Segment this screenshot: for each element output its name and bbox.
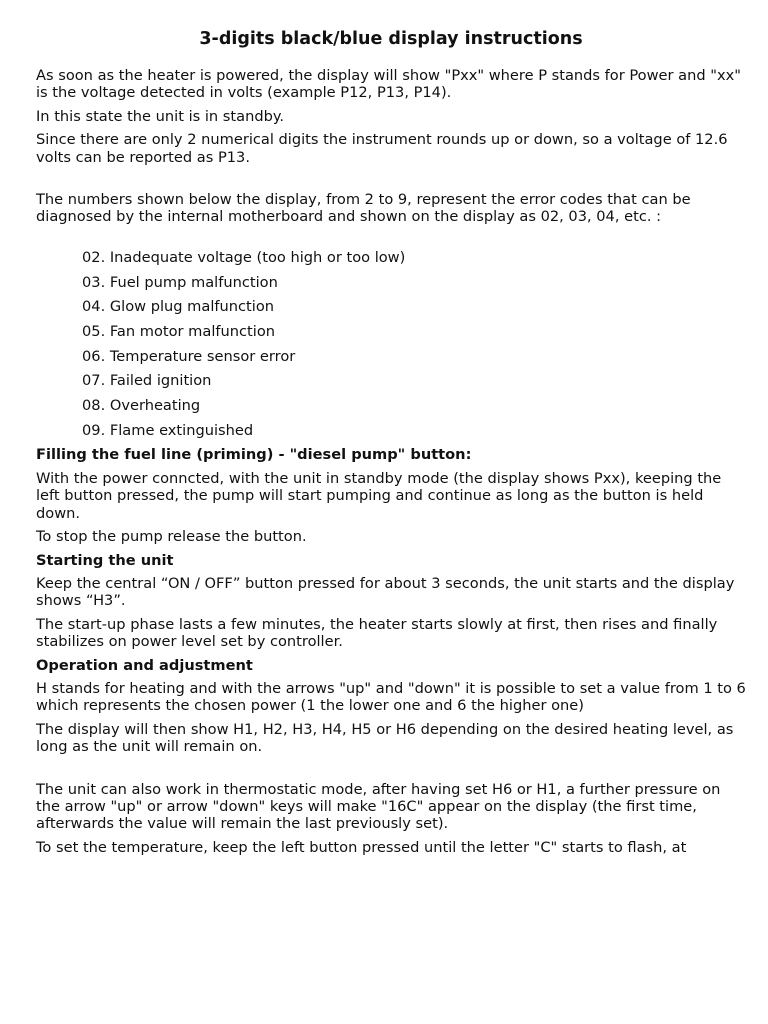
- starting-heading: Starting the unit: [36, 551, 174, 569]
- priming-paragraph-1: With the power conncted, with the unit in standby mode (the display shows Pxx), keeping the left button pressed, the pump will start pumping and continue as long as the button is held down.: [36, 469, 722, 522]
- error-codes-intro: The numbers shown below the display, from 2 to 9, represent the error codes that can be diagnosed by the internal motherboard and shown on the display as 02, 03, 04, etc. :: [36, 191, 691, 226]
- operation-paragraph-2: The display will then show H1, H2, H3, H4, H5 or H6 depending on the desired heating level, as long as the unit will remain on.: [36, 720, 734, 756]
- error-code-item: 07. Failed ignition: [82, 372, 212, 390]
- thermostatic-paragraph-1: The unit can also work in thermostatic mode, after having set H6 or H1, a further pressure on the arrow "up" or arrow "down" keys will make "16C" appear on the display (the first time, afterwards the value will remain the last previously set).: [36, 780, 721, 833]
- starting-paragraph-1: Keep the central “ON / OFF” button pressed for about 3 seconds, the unit starts and the display shows “H3”.: [36, 574, 735, 610]
- operation-paragraph-1: H stands for heating and with the arrows "up" and "down" it is possible to set a value from 1 to 6 which represents the chosen power (1 the lower one and 6 the higher one): [36, 679, 746, 715]
- error-code-item: 03. Fuel pump malfunction: [82, 273, 278, 291]
- intro-paragraph-2: In this state the unit is in standby.: [36, 107, 285, 125]
- intro-paragraph-1: As soon as the heater is powered, the display will show "Pxx" where P stands for Power and "xx" is the voltage detected in volts (example P12, P13, P14).: [36, 67, 741, 102]
- error-code-item: 02. Inadequate voltage (too high or too low): [82, 248, 406, 266]
- error-code-list: [82, 249, 746, 439]
- error-code-item: 05. Fan motor malfunction: [82, 322, 275, 340]
- error-code-item: 04. Glow plug malfunction: [82, 298, 275, 316]
- starting-paragraph-2: The start-up phase lasts a few minutes, the heater starts slowly at first, then rises and finally stabilizes on power level set by controller.: [36, 615, 718, 651]
- error-code-item: 06. Temperature sensor error: [82, 347, 296, 365]
- intro-paragraph-3: Since there are only 2 numerical digits the instrument rounds up or down, so a voltage of 12.6 volts can be reported as P13.: [36, 131, 728, 166]
- error-code-item: 09. Flame extinguished: [82, 421, 254, 439]
- priming-heading: Filling the fuel line (priming) - "diesel pump" button:: [36, 446, 472, 464]
- document-title: 3-digits black/blue display instructions: [199, 29, 583, 49]
- error-code-item: 08. Overheating: [82, 397, 201, 415]
- thermostatic-paragraph-2: To set the temperature, keep the left button pressed until the letter "C" starts to flash, at: [36, 838, 687, 856]
- operation-heading: Operation and adjustment: [36, 656, 253, 674]
- document-page: [36, 28, 746, 862]
- priming-paragraph-2: To stop the pump release the button.: [36, 528, 307, 546]
